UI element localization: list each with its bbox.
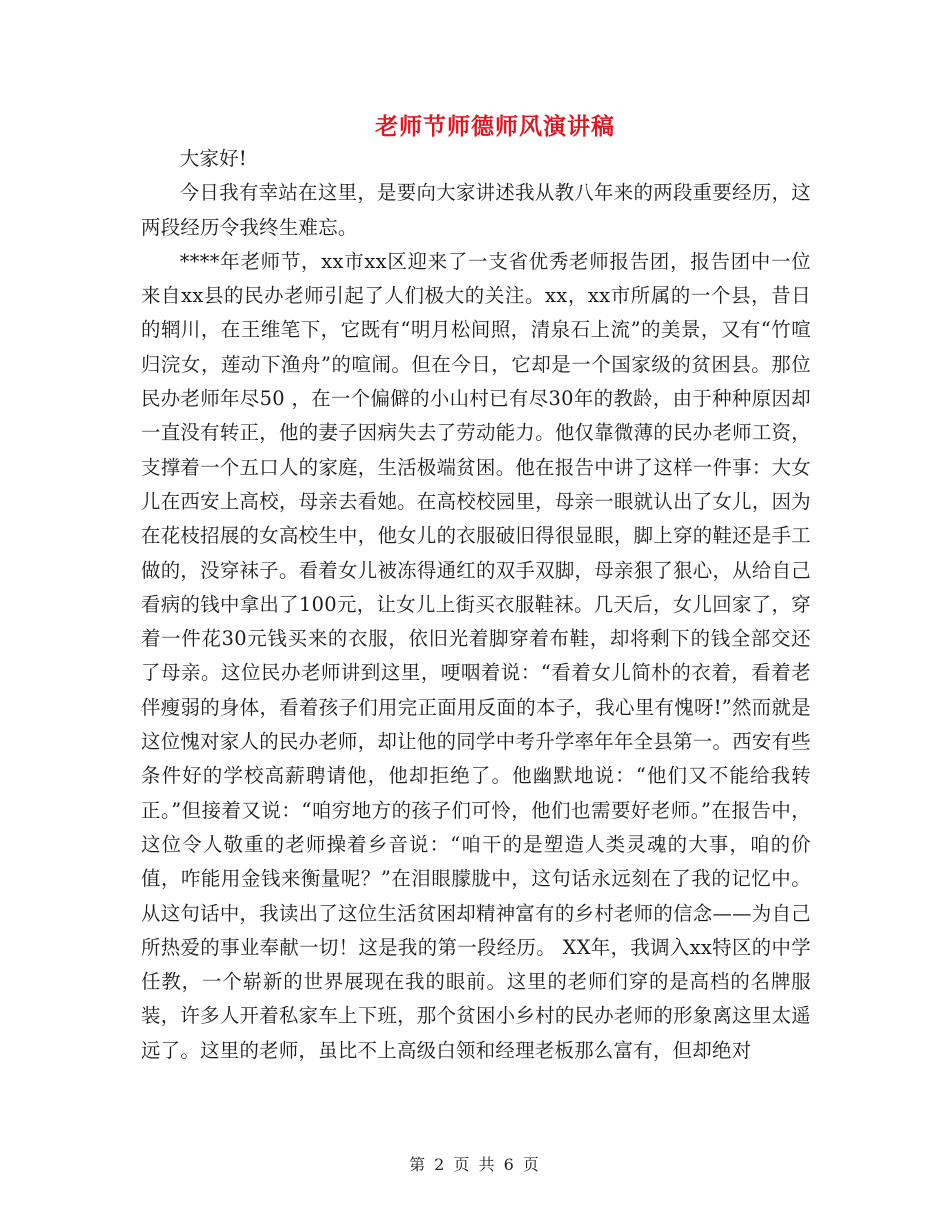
document-body: [141, 142, 811, 1068]
paragraph-main: ****年老师节，xx市xx区迎来了一支省优秀老师报告团，报告团中一位来自xx县的民办老师引起了人们极大的关注。xx，xx市所属的一个县，昔日的辋川，在王维笔下，它既有“明月松间照，清泉石上流”的美景，又有“竹喧归浣女，莲动下渔舟”的喧闹。但在今日，它却是一个国家级的贫困县。那位民办老师年尽50 ，在一个偏僻的小山村已有尽30年的教龄，由于种种原因却一直没有转正，他的妻子因病失去了劳动能力。他仅靠微薄的民办老师工资，支撑着一个五口人的家庭，生活极端贫困。他在报告中讲了这样一件事：大女儿在西安上高校，母亲去看她。在高校校园里，母亲一眼就认出了女儿，因为在花枝招展的女高校生中，他女儿的衣服破旧得很显眼，脚上穿的鞋还是手工做的，没穿袜子。看着女儿被冻得通红的双手双脚，母亲狠了狠心，从给自己看病的钱中拿出了100元，让女儿上街买衣服鞋袜。几天后，女儿回家了，穿着一件花30元钱买来的衣服，依旧光着脚穿着布鞋，却将剩下的钱全部交还了母亲。这位民办老师讲到这里，哽咽着说：“看着女儿简朴的衣着，看着老伴瘦弱的身体，看着孩子们用完正面用反面的本子，我心里有愧呀!”然而就是这位愧对家人的民办老师，却让他的同学中考升学率年年全县第一。西安有些条件好的学校高薪聘请他，他却拒绝了。他幽默地说：“他们又不能给我转正。”但接着又说：“咱穷地方的孩子们可怜，他们也需要好老师。”在报告中，这位令人敬重的老师操着乡音说：“咱干的是塑造人类灵魂的大事，咱的价值，咋能用金钱来衡量呢？”在泪眼朦胧中，这句话永远刻在了我的记忆中。从这句话中，我读出了这位生活贫困却精神富有的乡村老师的信念——为自己所热爱的事业奉献一切！这是我的第一段经历。 XX年，我调入xx特区的中学任教，一个崭新的世界展现在我的眼前。这里的老师们穿的是高档的名牌服装，许多人开着私家车上下班，那个贫困小乡村的民办老师的形象离这里太遥远了。这里的老师，虽比不上高级白领和经理老板那么富有，但却绝对: [141, 249, 811, 1062]
document-title: 老师节师德师风演讲稿: [375, 113, 615, 140]
paragraph-intro: 今日我有幸站在这里，是要向大家讲述我从教八年来的两段重要经历，这两段经历令我终生难忘。: [141, 181, 811, 239]
page-footer: 第 2 页 共 6 页: [409, 1155, 541, 1174]
paragraph-greeting: 大家好!: [179, 147, 247, 170]
